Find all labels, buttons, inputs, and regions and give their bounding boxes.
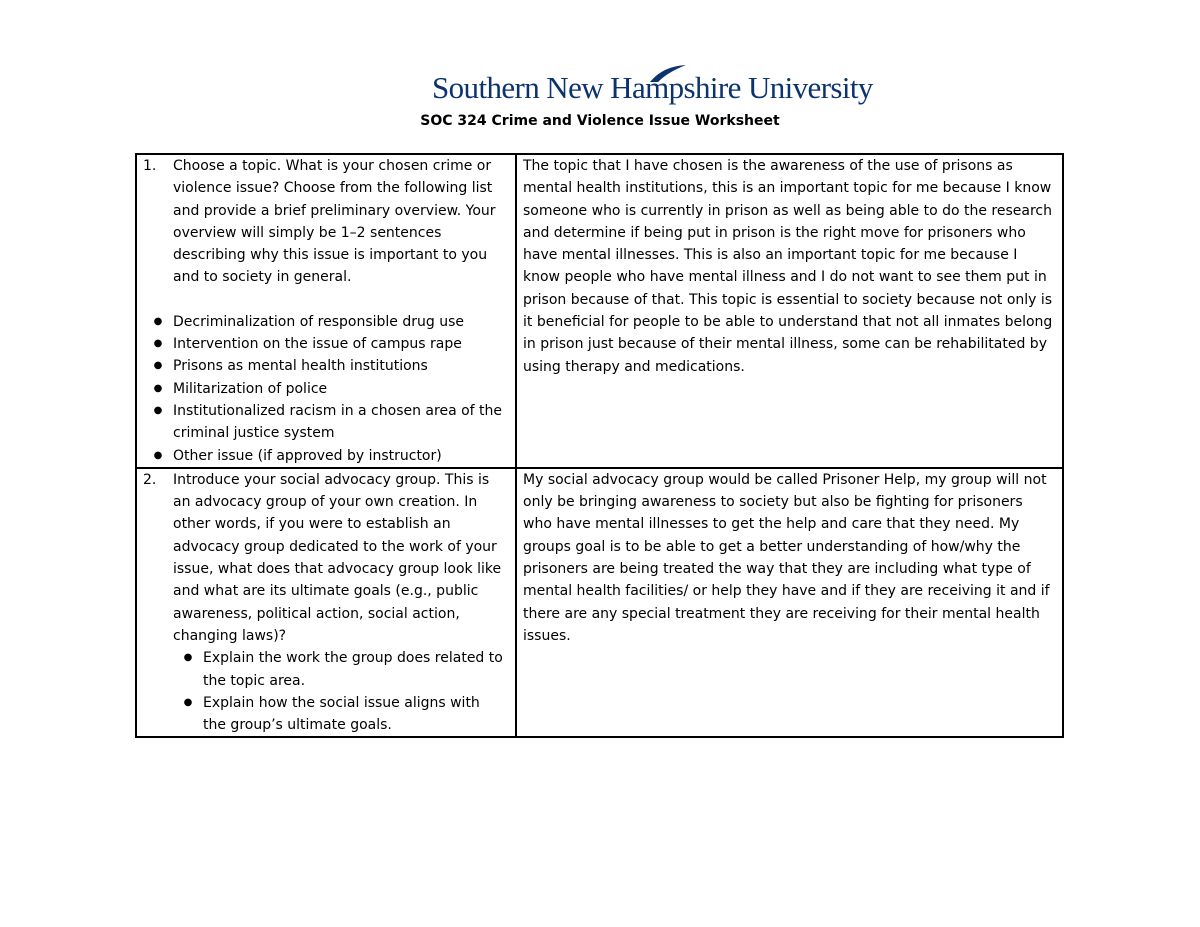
question-prompt: Introduce your social advocacy group. This is an advocacy group of your own creation. In other words, if you were to establish an advocacy group dedicated to the work of your issue, what does that advocacy group look like and what are its ultimate goals (e.g., public awareness, political action, social action, changing laws)? — [173, 471, 502, 644]
list-item: ● Other issue (if approved by instructor) — [143, 445, 507, 467]
document-title: SOC 324 Crime and Violence Issue Worksheet — [420, 113, 780, 129]
list-item: ● Prisons as mental health institutions — [143, 355, 507, 377]
list-item: ● Institutionalized racism in a chosen area of the criminal justice system — [143, 400, 507, 445]
bullet-icon: ● — [153, 360, 163, 372]
bullet-icon: ● — [153, 382, 163, 394]
bullet-icon: ● — [153, 449, 163, 461]
question-prompt: Choose a topic. What is your chosen crime or violence issue? Choose from the following list and provide a brief preliminary overview. Your overview will simply be 1–2 sentences describing why this issue is important to you and to society in general. — [173, 158, 496, 286]
university-logo — [0, 64, 1200, 108]
list-item: ● Explain how the social issue aligns with the group’s ultimate goals. — [173, 692, 507, 737]
question-number: 2. — [143, 471, 157, 488]
answer-cell — [516, 154, 1063, 468]
bullet-icon: ● — [183, 652, 193, 664]
list-item: ● Militarization of police — [143, 378, 507, 400]
worksheet-table — [135, 153, 1064, 738]
list-item: ● Decriminalization of responsible drug use — [143, 311, 507, 333]
question-number: 1. — [143, 158, 157, 174]
list-item: ● Intervention on the issue of campus rape — [143, 333, 507, 355]
instruction-list — [173, 647, 507, 736]
bullet-icon: ● — [153, 404, 163, 416]
question-cell — [136, 468, 516, 738]
topic-list — [143, 311, 507, 467]
question-cell — [136, 154, 516, 468]
bullet-icon: ● — [153, 315, 163, 327]
table-row — [136, 468, 1063, 738]
university-name: Southern New Hampshire University — [432, 70, 873, 105]
list-item: ● Explain the work the group does related to the topic area. — [173, 647, 507, 692]
bullet-icon: ● — [153, 338, 163, 350]
table-row — [136, 154, 1063, 468]
answer-text: The topic that I have chosen is the awareness of the use of prisons as mental health institutions, this is an important topic for me because I know someone who is currently in prison as well as being able to do the research and determine if being put in prison is the right move for prisoners who have mental illnesses. This is also an important topic for me because I know people who have mental illness and I do not want to see them put in prison because of that. This topic is essential to society because not only is it beneficial for people to be able to understand that not all inmates belong in prison just because of their mental illness, some can be rehabilitated by using therapy and medications. — [523, 158, 1053, 375]
bullet-icon: ● — [183, 696, 193, 708]
answer-text: My social advocacy group would be called Prisoner Help, my group will not only be bringing awareness to society but also be fighting for prisoners who have mental illnesses to get the help and care that they need. My groups goal is to be able to get a better understanding of how/why the prisoners are being treated the way that they are including what type of mental health facilities/ or help they have and if they are receiving it and if there are any special treatment they are receiving for their mental health issues. — [523, 471, 1050, 644]
answer-cell — [516, 468, 1063, 738]
